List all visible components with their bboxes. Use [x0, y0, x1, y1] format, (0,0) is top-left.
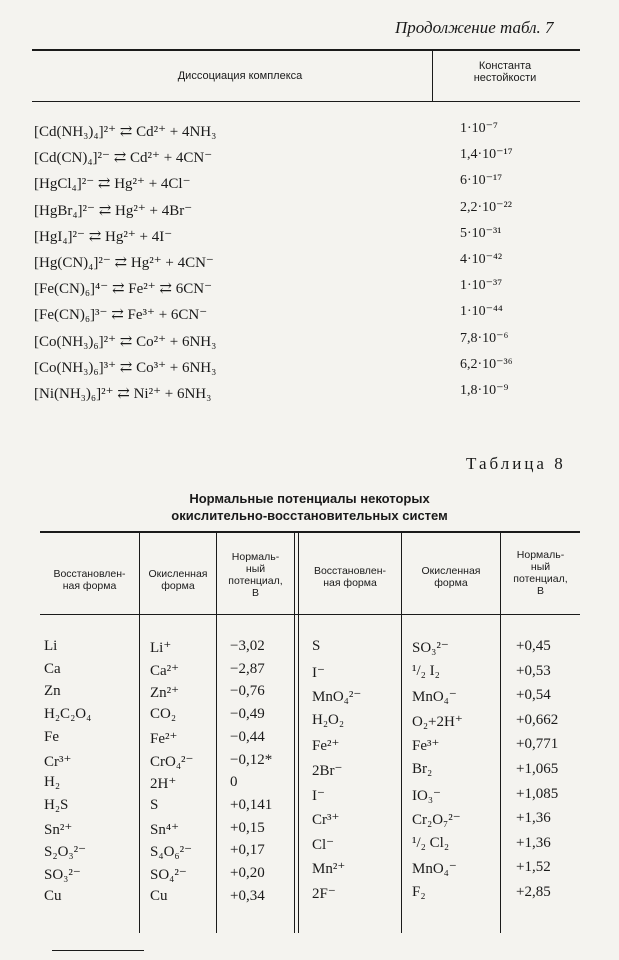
table8-right-reduced-form: H₂O₂	[312, 712, 345, 728]
table8-right-oxidized-form: Fe³⁺	[412, 738, 440, 754]
table8-left-oxidized-form: Sn⁴⁺	[150, 822, 179, 838]
table7-constant: 1·10⁻⁴⁴	[460, 304, 503, 319]
table8-right-reduced-form: Cl⁻	[312, 837, 335, 853]
continuation-label: Продолжение табл. 7	[395, 18, 554, 37]
table7-reaction: [Co(NH₃)₆]²⁺ ⇄ Co²⁺ + 6NH₃	[34, 334, 217, 350]
table8-right-potential: +0,45	[516, 638, 551, 654]
table8-header-reduced-left-2: ная форма	[62, 580, 117, 592]
table8-right-oxidized-form: ¹/₂ I₂	[412, 663, 440, 679]
table8-right-oxidized-form: O₂+2H⁺	[412, 714, 463, 730]
table7-header-constant-2: нестойкости	[473, 72, 537, 84]
table8-divider-double-b	[298, 533, 299, 933]
table8-caption-line1: Нормальные потенциалы некоторых	[189, 491, 430, 506]
table8-right-oxidized-form: SO₃²⁻	[412, 640, 449, 656]
table8-right-oxidized-form: MnO₄⁻	[412, 689, 457, 705]
table8-left-potential: −0,44	[230, 729, 265, 745]
table8-header-oxidized-right-1: Окисленная	[421, 565, 481, 577]
table8-header-potential-left-2: ный	[245, 563, 266, 575]
table7-constant: 1,4·10⁻¹⁷	[460, 147, 513, 162]
table7-reaction: [Hg(CN)₄]²⁻ ⇄ Hg²⁺ + 4CN⁻	[34, 255, 214, 271]
table8-left-reduced-form: H₂C₂O₄	[44, 706, 92, 722]
table8-left-oxidized-form: S	[150, 797, 159, 813]
table8-right-potential: +1,085	[516, 786, 559, 802]
table8-right-oxidized-form: Cr₂O₇²⁻	[412, 812, 461, 828]
table8-right-potential: +1,065	[516, 761, 559, 777]
table8-right-reduced-form: Mn²⁺	[312, 861, 346, 877]
table8-right-oxidized-form: MnO₄⁻	[412, 861, 457, 877]
table8-right-potential: +0,771	[516, 736, 559, 752]
table8-left-potential: +0,20	[230, 865, 265, 881]
table8-left-reduced-form: Ca	[44, 661, 61, 677]
table8-top-rule	[40, 531, 580, 533]
table7-constant: 6·10⁻¹⁷	[460, 173, 503, 188]
table8-left-oxidized-form: CrO₄²⁻	[150, 754, 194, 770]
table8-header-potential-left-4: В	[251, 587, 259, 599]
table8-right-oxidized-form: IO₃⁻	[412, 788, 441, 804]
table8-left-potential: −0,76	[230, 683, 265, 699]
table8-left-oxidized-form: Ca²⁺	[150, 663, 180, 679]
table8-left-oxidized-form: Li⁺	[150, 640, 172, 656]
table7-reaction: [Cd(CN)₄]²⁻ ⇄ Cd²⁺ + 4CN⁻	[34, 150, 213, 166]
table8-right-potential: +1,36	[516, 835, 551, 851]
table8-right-reduced-form: Fe²⁺	[312, 738, 340, 754]
table8-left-oxidized-form: Zn²⁺	[150, 685, 180, 701]
table7-header-rule	[32, 101, 580, 102]
table8-header-oxidized-right-2: форма	[434, 577, 468, 589]
table8-header-oxidized-left-1: Окисленная	[148, 568, 208, 580]
table8-right-oxidized-form: Br₂	[412, 761, 433, 777]
table7-constant: 2,2·10⁻²²	[460, 200, 512, 215]
table8-header-potential-left-3: потенциал,	[228, 575, 283, 587]
table8-left-potential: +0,17	[230, 842, 265, 858]
table8-right-potential: +0,53	[516, 663, 551, 679]
table8-header-reduced-left-1: Восстановлен-	[53, 568, 126, 580]
table8-left-reduced-form: Sn²⁺	[44, 822, 73, 838]
table8-right-oxidized-form: F₂	[412, 884, 426, 900]
table7-constant: 1·10⁻⁷	[460, 121, 498, 136]
table8-left-oxidized-form: Fe²⁺	[150, 731, 178, 747]
table8-bottom-left-rule	[52, 950, 144, 951]
table8-left-reduced-form: Zn	[44, 683, 61, 699]
table7-constant: 4·10⁻⁴²	[460, 252, 503, 267]
table8-left-potential: −0,12*	[230, 752, 273, 768]
table7-reaction: [Fe(CN)₆]⁴⁻ ⇄ Fe²⁺ ⇄ 6CN⁻	[34, 281, 213, 297]
table8-right-potential: +2,85	[516, 884, 551, 900]
table8-right-reduced-form: I⁻	[312, 788, 325, 804]
table8-left-reduced-form: Li	[44, 638, 58, 654]
table8-header-potential-left-1: Нормаль-	[231, 551, 280, 563]
table8-divider-double-a	[294, 533, 295, 933]
table7-top-rule	[32, 49, 580, 51]
table8-header-potential-right-3: потенциал,	[513, 573, 568, 585]
table8-left-potential: 0	[230, 774, 238, 790]
table8-header-oxidized-left-2: форма	[161, 580, 195, 592]
table8-right-potential: +1,52	[516, 859, 551, 875]
table8-left-reduced-form: SO₃²⁻	[44, 867, 81, 883]
table8-right-reduced-form: Cr³⁺	[312, 812, 340, 828]
table8-right-oxidized-form: ¹/₂ Cl₂	[412, 835, 450, 851]
table8-right-reduced-form: 2F⁻	[312, 886, 336, 902]
table8-left-reduced-form: Cu	[44, 888, 62, 904]
table8-left-oxidized-form: SO₄²⁻	[150, 867, 187, 883]
table7-reaction: [HgI₄]²⁻ ⇄ Hg²⁺ + 4I⁻	[34, 229, 173, 245]
table7-reaction: [Fe(CN)₆]³⁻ ⇄ Fe³⁺ + 6CN⁻	[34, 307, 208, 323]
table8-left-reduced-form: H₂	[44, 774, 61, 790]
table8-left-potential: −0,49	[230, 706, 265, 722]
table7-column-divider	[432, 50, 433, 102]
table8-header-potential-right-4: В	[536, 585, 544, 597]
table8-right-potential: +0,662	[516, 712, 559, 728]
table8-left-oxidized-form: Cu	[150, 888, 168, 904]
table8-left-reduced-form: Fe	[44, 729, 59, 745]
table7-constant: 1,8·10⁻⁹	[460, 383, 509, 398]
table8-left-oxidized-form: S₄O₆²⁻	[150, 844, 193, 860]
table8-right-reduced-form: I⁻	[312, 665, 325, 681]
table8-left-reduced-form: Cr³⁺	[44, 754, 72, 770]
table8-left-oxidized-form: CO₂	[150, 706, 177, 722]
table7-reaction: [Ni(NH₃)₆]²⁺ ⇄ Ni²⁺ + 6NH₃	[34, 386, 212, 402]
table7-constant: 6,2·10⁻³⁶	[460, 357, 513, 372]
table7-reaction: [Co(NH₃)₆]³⁺ ⇄ Co³⁺ + 6NH₃	[34, 360, 217, 376]
table8-header-rule	[40, 614, 580, 615]
table8-right-potential: +0,54	[516, 687, 551, 703]
table8-divider-1	[139, 533, 140, 933]
table8-right-potential: +1,36	[516, 810, 551, 826]
table8-caption-line2: окислительно-восстановительных систем	[171, 508, 448, 523]
table7-header-dissociation: Диссоциация комплекса	[177, 70, 303, 82]
table8-left-reduced-form: S₂O₃²⁻	[44, 844, 87, 860]
table8-left-reduced-form: H₂S	[44, 797, 69, 813]
table8-header-potential-right-2: ный	[530, 561, 551, 573]
table7-reaction: [HgCl₄]²⁻ ⇄ Hg²⁺ + 4Cl⁻	[34, 176, 191, 192]
table8-header-potential-right-1: Нормаль-	[516, 549, 565, 561]
table7-reaction: [HgBr₄]²⁻ ⇄ Hg²⁺ + 4Br⁻	[34, 203, 193, 219]
table7-constant: 1·10⁻³⁷	[460, 278, 503, 293]
table7-reaction: [Cd(NH₃)₄]²⁺ ⇄ Cd²⁺ + 4NH₃	[34, 124, 217, 140]
table8-left-potential: +0,141	[230, 797, 273, 813]
table8-label: Таблица 8	[466, 454, 566, 473]
table7-header-constant-1: Константа	[478, 60, 532, 72]
table8-right-reduced-form: 2Br⁻	[312, 763, 343, 779]
table8-left-oxidized-form: 2H⁺	[150, 776, 177, 792]
table8-right-reduced-form: S	[312, 638, 321, 654]
table8-left-potential: +0,34	[230, 888, 265, 904]
table8-left-potential: −3,02	[230, 638, 265, 654]
table8-left-potential: −2,87	[230, 661, 265, 677]
table8-header-reduced-right-2: ная форма	[323, 577, 377, 589]
table8-left-potential: +0,15	[230, 820, 265, 836]
table8-right-reduced-form: MnO₄²⁻	[312, 689, 362, 705]
table8-header-reduced-right-1: Восстановлен-	[313, 565, 387, 577]
table8-divider-4	[401, 533, 402, 933]
table7-constant: 7,8·10⁻⁶	[460, 331, 509, 346]
table7-constant: 5·10⁻³¹	[460, 226, 502, 241]
